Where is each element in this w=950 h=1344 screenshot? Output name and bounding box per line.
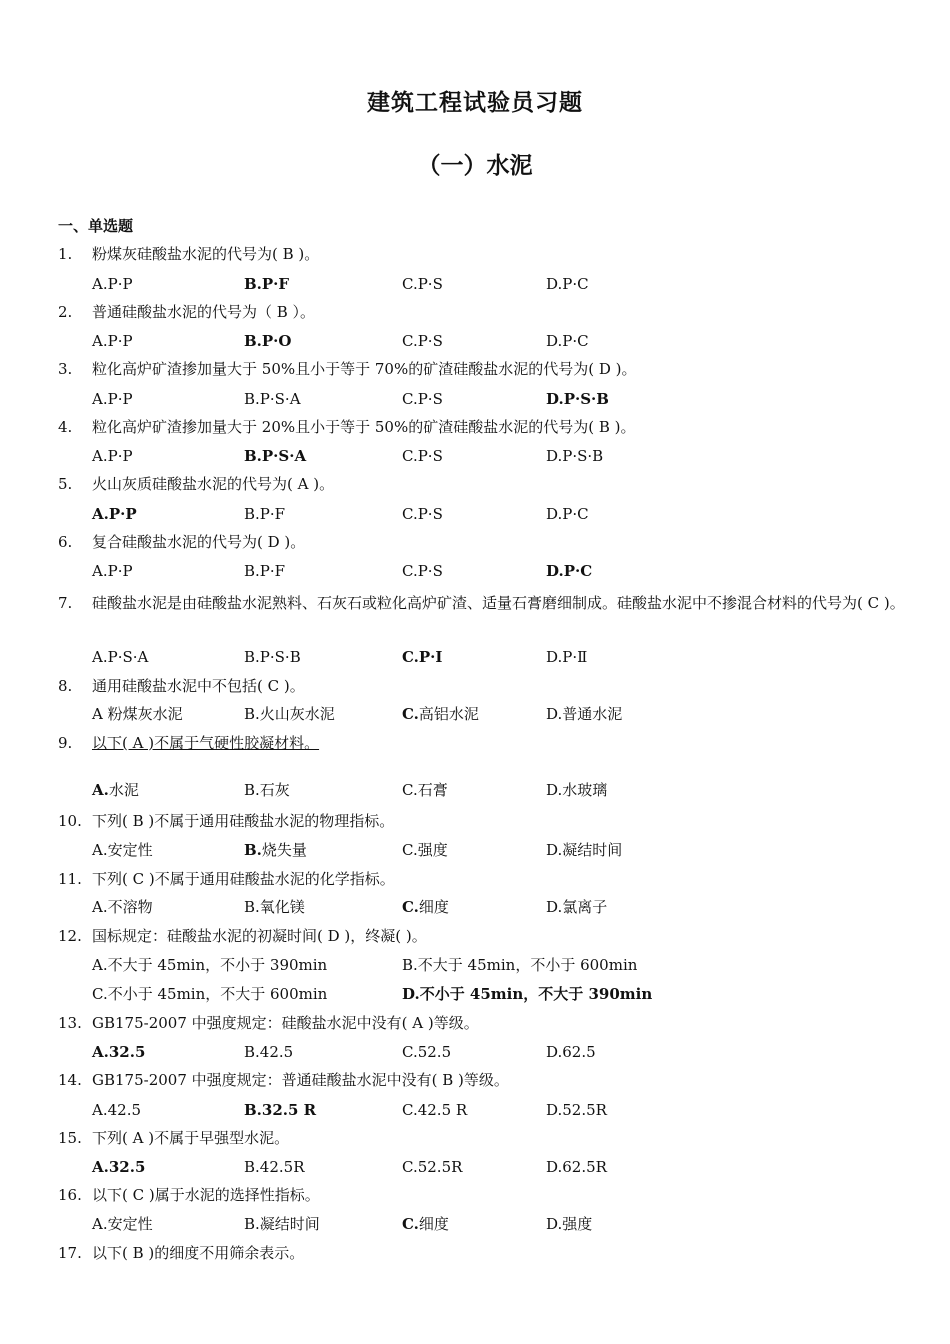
question-10-option-c: C.强度 [402,841,448,859]
question-number: 15. [58,1129,82,1147]
question-7-option-c: C.P·Ⅰ [402,648,443,666]
question-15-option-b: B.42.5R [244,1158,305,1176]
question-text: 通用硅酸盐水泥中不包括( C )。 [92,677,305,695]
question-8-option-c: C.高铝水泥 [402,705,479,723]
question-number: 13. [58,1014,82,1032]
question-12-option-b: B.不大于 45min，不小于 600min [402,956,638,974]
chapter-subtitle: （一）水泥 [417,153,533,179]
question-text: 火山灰质硅酸盐水泥的代号为( A )。 [92,475,335,493]
question-14-option-a: A.42.5 [92,1101,141,1119]
question-10-option-a: A.安定性 [92,841,153,859]
question-11-option-b: B.氧化镁 [244,898,305,916]
question-text: 复合硅酸盐水泥的代号为( D )。 [92,533,306,551]
question-4-option-c: C.P·S [402,447,443,465]
question-1-option-d: D.P·C [546,275,589,293]
question-13 [58,1013,479,1033]
question-8-option-b: B.火山灰水泥 [244,705,335,723]
question-6-option-d: D.P·C [546,562,593,580]
question-10-option-b: B.烧失量 [244,841,307,859]
question-16-option-d: D.强度 [546,1215,593,1233]
question-text: 下列( B )不属于通用硅酸盐水泥的物理指标。 [92,812,395,830]
question-7 [58,589,918,618]
question-12-option-c: C.不小于 45min，不大于 600min [92,985,328,1003]
question-text: 粒化高炉矿渣掺加量大于 20%且小于等于 50%的矿渣硅酸盐水泥的代号为( B )。 [92,418,636,436]
question-7-option-a: A.P·S·A [92,648,149,666]
question-1-option-a: A.P·P [92,275,133,293]
question-number: 4. [58,418,73,436]
question-16-option-c: C.细度 [402,1215,449,1233]
question-9-option-b: B.石灰 [244,781,290,799]
question-12-option-a: A.不大于 45min，不小于 390min [92,956,328,974]
question-5-option-d: D.P·C [546,505,589,523]
question-12 [58,926,427,946]
question-1 [58,244,319,264]
question-14-option-d: D.52.5R [546,1101,607,1119]
question-9-option-d: D.水玻璃 [546,781,608,799]
question-text: GB175-2007 中强度规定：硅酸盐水泥中没有( A )等级。 [92,1014,479,1032]
question-13-option-d: D.62.5 [546,1043,596,1061]
question-number: 6. [58,533,73,551]
question-6-option-a: A.P·P [92,562,133,580]
question-text: 国标规定：硅酸盐水泥的初凝时间( D )，终凝( )。 [92,927,427,945]
question-number: 17. [58,1244,82,1262]
question-15-option-d: D.62.5R [546,1158,607,1176]
question-number: 9. [58,734,73,752]
question-13-option-c: C.52.5 [402,1043,452,1061]
question-14-option-c: C.42.5 R [402,1101,468,1119]
question-4-option-d: D.P·S·B [546,447,604,465]
question-13-option-a: A.32.5 [92,1043,146,1061]
question-number: 14. [58,1071,82,1089]
question-11 [58,869,395,889]
question-17 [58,1243,304,1263]
question-14-option-b: B.32.5 R [244,1101,317,1119]
question-number: 3. [58,360,73,378]
question-6-option-c: C.P·S [402,562,443,580]
question-5-option-a: A.P·P [92,505,137,523]
document-title: 建筑工程试验员习题 [367,90,583,116]
question-3-option-a: A.P·P [92,390,133,408]
question-9-option-c: C.石膏 [402,781,448,799]
section-heading: 一、单选题 [58,217,134,235]
question-5-option-b: B.P·F [244,505,286,523]
question-13-option-b: B.42.5 [244,1043,294,1061]
question-15 [58,1128,289,1148]
question-number: 12. [58,927,82,945]
question-text: 粉煤灰硅酸盐水泥的代号为( B )。 [92,245,320,263]
question-16-option-a: A.安定性 [92,1215,153,1233]
question-3-option-b: B.P·S·A [244,390,301,408]
question-number: 8. [58,677,73,695]
question-1-option-c: C.P·S [402,275,443,293]
question-text: 以下( C )属于水泥的选择性指标。 [92,1186,320,1204]
question-6-option-b: B.P·F [244,562,286,580]
question-7-option-b: B.P·S·B [244,648,301,666]
question-8-option-a: A 粉煤灰水泥 [92,705,183,723]
question-12-option-d: D.不小于 45min，不大于 390min [402,985,653,1003]
question-15-option-c: C.52.5R [402,1158,463,1176]
question-16 [58,1185,320,1205]
question-text: 下列( A )不属于早强型水泥。 [92,1129,290,1147]
question-7-option-d: D.P·Ⅱ [546,648,588,666]
question-2-option-d: D.P·C [546,332,589,350]
question-9 [58,733,319,753]
question-10-option-d: D.凝结时间 [546,841,623,859]
question-4-option-b: B.P·S·A [244,447,307,465]
question-1-option-b: B.P·F [244,275,290,293]
question-8-option-d: D.普通水泥 [546,705,623,723]
question-6 [58,532,305,552]
question-number: 5. [58,475,73,493]
question-3 [58,359,637,379]
question-2-option-a: A.P·P [92,332,133,350]
question-number: 10. [58,812,82,830]
question-11-option-d: D.氯离子 [546,898,608,916]
question-10 [58,811,394,831]
question-16-option-b: B.凝结时间 [244,1215,320,1233]
question-4-option-a: A.P·P [92,447,133,465]
question-number: 1. [58,245,73,263]
question-2-option-c: C.P·S [402,332,443,350]
question-text: 下列( C )不属于通用硅酸盐水泥的化学指标。 [92,870,395,888]
question-text: 硅酸盐水泥是由硅酸盐水泥熟料、石灰石或粒化高炉矿渣、适量石膏磨细制成。硅酸盐水泥中不掺混合材料的代号为( C )。 [92,594,905,612]
question-9-option-a: A.水泥 [92,781,139,799]
question-number: 2. [58,303,73,321]
question-2-option-b: B.P·O [244,332,292,350]
question-14 [58,1070,509,1090]
question-3-option-c: C.P·S [402,390,443,408]
question-4 [58,417,635,437]
question-text: GB175-2007 中强度规定：普通硅酸盐水泥中没有( B )等级。 [92,1071,509,1089]
question-11-option-c: C.细度 [402,898,449,916]
question-15-option-a: A.32.5 [92,1158,146,1176]
question-number: 16. [58,1186,82,1204]
question-number: 11. [58,870,82,888]
question-5-option-c: C.P·S [402,505,443,523]
question-11-option-a: A.不溶物 [92,898,153,916]
question-text: 普通硅酸盐水泥的代号为（ B ）。 [92,303,316,321]
question-8 [58,676,305,696]
question-text: 以下( B )的细度不用筛余表示。 [92,1244,305,1262]
question-text: 以下( A )不属于气硬性胶凝材料。 [92,734,320,752]
question-2 [58,302,315,322]
question-text: 粒化高炉矿渣掺加量大于 50%且小于等于 70%的矿渣硅酸盐水泥的代号为( D )。 [92,360,637,378]
question-number: 7. [58,594,73,612]
question-5 [58,474,334,494]
question-3-option-d: D.P·S·B [546,390,609,408]
